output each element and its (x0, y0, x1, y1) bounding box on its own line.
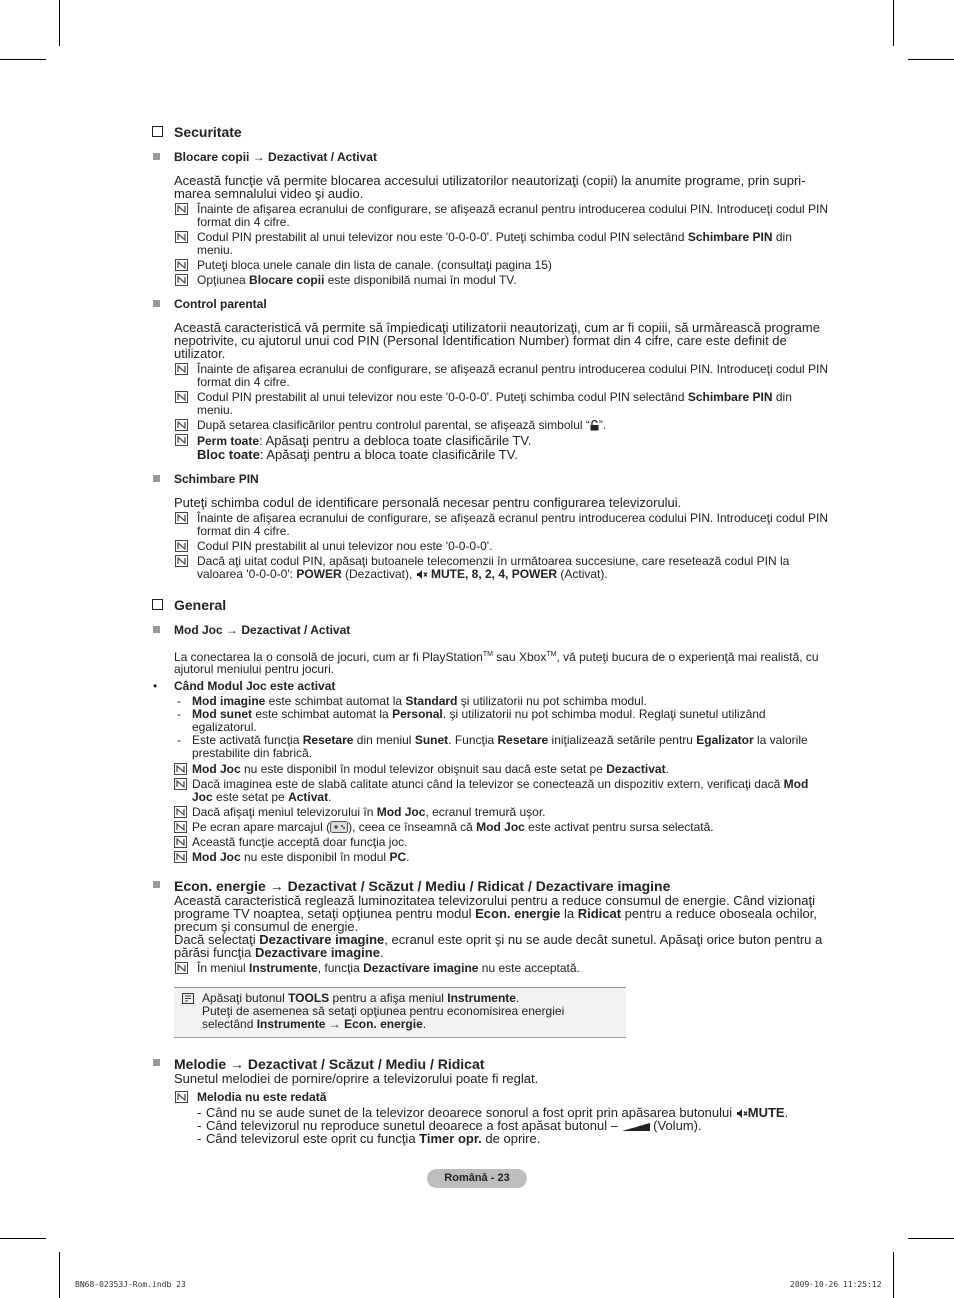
tools-tip-box: Apăsaţi butonul TOOLS pentru a afişa meniul Instrumente. Puteţi de asemenea să setaţi opţiunea pentru economisirea energiei selectând Instrumente → Econ. energie. (174, 987, 626, 1038)
note-item: Dacă imaginea este de slabă calitate atunci când la televizor se conectează un dispozitiv extern, verificaţi dacă Mod Joc este setat pe Activat. (150, 778, 830, 804)
note-item: După setarea clasificărilor pentru controlul parental, se afişează simbolul “ ”. (174, 419, 830, 432)
note-icon (175, 540, 188, 552)
square-bullet-icon (153, 881, 160, 888)
note-item: Codul PIN prestabilit al unui televizor nou este '0-0-0-0'. Puteţi schimba codul PIN selectând Schimbare PIN din meniu. (174, 391, 830, 417)
subsection-heading: Mod Joc → Dezactivat / Activat (174, 623, 351, 637)
note-icon (175, 419, 188, 431)
dash-item: - Când televizorul este oprit cu funcţia Timer opr. de oprire. (197, 1131, 541, 1146)
square-bullet-icon (153, 626, 160, 633)
note-icon (175, 391, 188, 403)
note-item: Înainte de afişarea ecranului de configurare, se afişează ecranul pentru introducerea codului PIN. Introduceţi codul PIN format din 4 cifre. (174, 512, 830, 538)
crop-mark (59, 0, 60, 46)
crop-mark (893, 0, 894, 46)
subsection-heading: Schimbare PIN (174, 472, 259, 486)
subsection-schimbare-pin (150, 472, 830, 581)
paragraph: Această caracteristică reglează luminozitatea televizorului pentru a reduce consumul de energie. Când vizionaţi programe TV noaptea, setaţi opţiunea pentru modul Econ. energie la Ridicat pentru a reduce oboseala ochilor, precum şi consumul de energie. (174, 893, 817, 934)
note-icon (174, 851, 187, 863)
note-item: Codul PIN prestabilit al unui televizor nou este '0-0-0-0'. (174, 540, 830, 553)
note-icon (174, 778, 187, 790)
note-icon (175, 512, 188, 524)
subsection-heading: Melodie → Dezactivat / Scăzut / Mediu / Ridicat (174, 1056, 485, 1072)
crop-mark (0, 59, 46, 60)
note-item: Mod Joc nu este disponibil în modul televizor obişnuit sau dacă este setat pe Dezactivat. (150, 763, 830, 776)
crop-mark (59, 1252, 60, 1298)
note-icon (174, 836, 187, 848)
square-bullet-icon (153, 475, 160, 482)
subsection-heading: Econ. energie → Dezactivat / Scăzut / Mediu / Ridicat / Dezactivare imagine (174, 878, 671, 894)
dash-item: - Când televizorul nu reproduce sunetul deoarece a fost apăsat butonul – (Volum). (197, 1118, 702, 1133)
crop-mark (893, 1252, 894, 1298)
note-item: Melodia nu este redată (174, 1091, 830, 1104)
tools-icon (182, 993, 194, 1004)
note-item: Înainte de afişarea ecranului de configurare, se afişează ecranul pentru introducerea codului PIN. Introduceţi codul PIN format din 4 cifre. (174, 203, 830, 229)
square-bullet-icon (153, 1059, 160, 1066)
page-number-badge: Română - 23 (427, 1169, 527, 1188)
note-item: În meniul Instrumente, funcţia Dezactivare imagine nu este acceptată. (174, 962, 830, 975)
page-content (150, 124, 830, 1145)
mute-icon (416, 569, 428, 580)
print-slug-left: BN68-02353J-Rom.indb 23 (75, 1280, 186, 1289)
note-icon (174, 821, 187, 833)
crop-mark (0, 1238, 46, 1239)
paragraph: Această funcţie vă permite blocarea accesului utilizatorilor neautorizaţi (copii) la anumite programe, prin suprimarea semnalului video şi audio. (174, 173, 806, 201)
note-item: Pe ecran apare marcajul ( ), ceea ce înseamnă că Mod Joc este activat pentru sursa selectată. (150, 821, 830, 834)
dash-item: - Mod sunet este schimbat automat la Personal. şi utilizatorii nu pot schimba modul. Reglaţi sunetul utilizând egalizatorul. (177, 707, 766, 734)
note-icon (175, 231, 188, 243)
note-icon (174, 763, 187, 775)
paragraph: Sunetul melodiei de pornire/oprire a televizorului poate fi reglat. (174, 1071, 539, 1086)
note-icon (175, 363, 188, 375)
checkbox-square-icon (152, 126, 163, 137)
note-icon (175, 962, 188, 974)
note-item: Această funcţie acceptă doar funcţia joc. (150, 836, 830, 849)
section-heading-general: General (150, 597, 830, 613)
note-icon (175, 434, 188, 446)
note-icon (175, 1091, 188, 1103)
note-item: Mod Joc nu este disponibil în modul PC. (150, 851, 830, 864)
note-item: Codul PIN prestabilit al unui televizor nou este '0-0-0-0'. Puteţi schimba codul PIN selectând Schimbare PIN din meniu. (174, 231, 830, 257)
note-icon (175, 203, 188, 215)
subsection-mod-joc (150, 623, 830, 675)
mute-icon (736, 1108, 748, 1119)
lock-icon (590, 420, 599, 431)
crop-mark (908, 59, 954, 60)
checkbox-square-icon (152, 599, 163, 610)
paragraph: Această caracteristică vă permite să împiedicaţi utilizatorii neautorizaţi, cum ar fi copiii, să urmărească programe nepotrivite, cu ajutorul unui cod PIN (Personal Identification Number) format din 4 cifre, care este definit de utilizator. (174, 320, 820, 361)
note-item: Dacă aţi uitat codul PIN, apăsaţi butoanele telecomenzii în următoarea succesiune, care resetează codul PIN la valoarea '0-0-0-0': POWER (Dezactivat), MUTE, 8, 2, 4, POWER (Activat). (174, 555, 830, 581)
volume-ramp-icon (622, 1122, 650, 1132)
paragraph: Puteţi schimba codul de identificare personală necesar pentru configurarea televizorului. (174, 495, 682, 510)
square-bullet-icon (153, 300, 160, 307)
note-icon (174, 806, 187, 818)
gamepad-icon (330, 821, 348, 833)
note-icon (175, 259, 188, 271)
dash-item: - Când nu se aude sunet de la televizor deoarece sonorul a fost oprit prin apăsarea butonului MUTE. (197, 1105, 789, 1120)
note-icon (175, 555, 188, 567)
subsection-heading: Blocare copii → Dezactivat / Activat (174, 150, 377, 164)
note-item: Înainte de afişarea ecranului de configurare, se afişează ecranul pentru introducerea codului PIN. Introduceţi codul PIN format din 4 cifre. (174, 363, 830, 389)
subsection-heading: Control parental (174, 297, 267, 311)
note-item: Perm toate: Apăsaţi pentru a debloca toate clasificările TV. Bloc toate: Apăsaţi pentru a bloca toate clasificările TV. (174, 434, 830, 462)
paragraph: Dacă selectaţi Dezactivare imagine, ecranul este oprit şi nu se aude decât sunetul. Apăsaţi orice buton pentru a părăsi funcţia Dezactivare imagine. (174, 932, 823, 960)
note-item: Dacă afişaţi meniul televizorului în Mod Joc, ecranul tremură uşor. (150, 806, 830, 819)
dash-item: - Mod imagine este schimbat automat la Standard şi utilizatorii nu pot schimba modul. (177, 694, 647, 708)
print-slug-right: 2009-10-26 11:25:12 (790, 1280, 882, 1289)
section-heading-securitate: Securitate (150, 124, 830, 140)
subsection-blocare-copii (150, 150, 830, 287)
dash-item: - Este activată funcţia Resetare din meniul Sunet. Funcţia Resetare iniţializează setările pentru Egalizator la valorile prestabilite din fabrică. (177, 733, 808, 760)
note-item: Puteţi bloca unele canale din lista de canale. (consultaţi pagina 15) (174, 259, 830, 272)
subsection-melodie (150, 1056, 830, 1145)
subsection-econ-energie (150, 878, 830, 975)
paragraph: La conectarea la o consolă de jocuri, cum ar fi PlayStation™ sau Xbox™, vă puteţi bucura de o experienţă mai realistă, cu ajutorul meniului pentru jocuri. (174, 650, 819, 676)
note-icon (175, 274, 188, 286)
bullet-item: • Când Modul Joc este activat (153, 679, 336, 693)
note-item: Opţiunea Blocare copii este disponibilă numai în modul TV. (174, 274, 830, 287)
crop-mark (908, 1238, 954, 1239)
subsection-control-parental (150, 297, 830, 462)
square-bullet-icon (153, 153, 160, 160)
